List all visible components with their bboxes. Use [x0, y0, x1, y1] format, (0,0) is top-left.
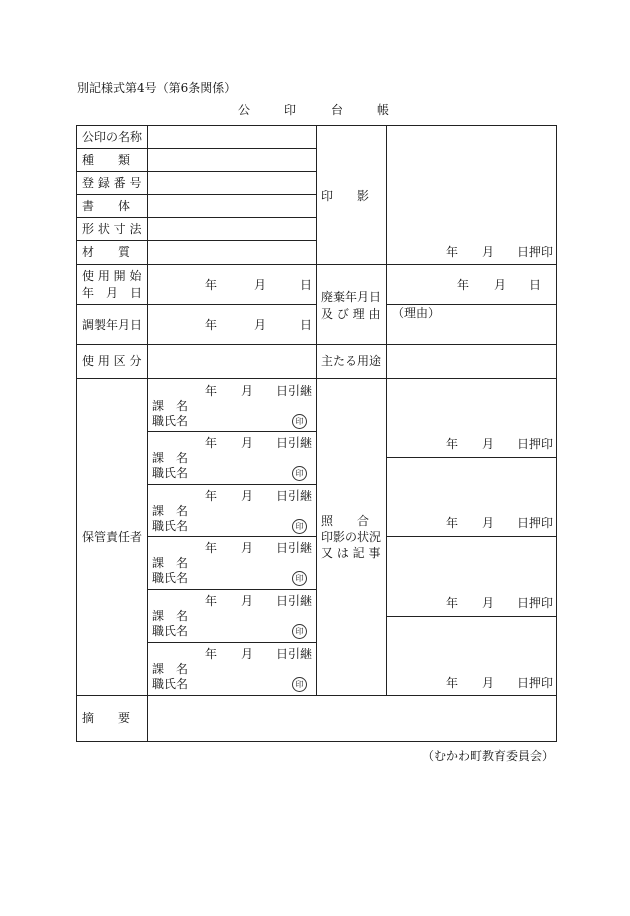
month-label: 月 — [254, 278, 267, 292]
reason-label: （理由） — [392, 306, 441, 320]
section-label: 課 名 — [152, 504, 189, 518]
year-label: 年 — [205, 489, 218, 503]
label-shape-size: 形 状 寸 法 — [82, 222, 142, 236]
seal-mark-icon: 印 — [292, 571, 307, 586]
label-registration-no: 登 録 番 号 — [82, 176, 142, 190]
year-label: 年 — [446, 516, 459, 530]
year-label: 年 — [446, 245, 459, 259]
section-label: 課 名 — [152, 609, 189, 623]
year-label: 年 — [446, 596, 459, 610]
month-label: 月 — [241, 436, 254, 450]
year-label: 年 — [205, 541, 218, 555]
stamp-day-label: 日押印 — [517, 676, 554, 690]
label-main-use: 主たる用途 — [321, 354, 382, 368]
handover-day-label: 日引継 — [276, 647, 313, 661]
year-label: 年 — [205, 594, 218, 608]
label-abolish-line1: 廃棄年月日 — [321, 290, 382, 304]
title-char-3: 台 — [331, 103, 344, 117]
seal-mark-icon: 印 — [292, 519, 307, 534]
label-font: 書 体 — [82, 199, 131, 213]
label-material: 材 質 — [82, 245, 131, 259]
person-label: 職氏名 — [152, 519, 189, 533]
label-check-line1: 照 合 — [321, 514, 370, 528]
year-label: 年 — [205, 436, 218, 450]
label-seal-name: 公印の名称 — [82, 130, 143, 144]
section-label: 課 名 — [152, 451, 189, 465]
section-label: 課 名 — [152, 556, 189, 570]
label-check-line2: 印影の状況 — [321, 530, 382, 544]
year-label: 年 — [457, 278, 470, 292]
title-char-4: 帳 — [377, 103, 390, 117]
day-label: 日 — [300, 318, 313, 332]
stamp-day-label: 日押印 — [517, 245, 554, 259]
section-label: 課 名 — [152, 662, 189, 676]
year-label: 年 — [205, 278, 218, 292]
label-made-date: 調製年月日 — [82, 318, 143, 332]
label-usage-class: 使 用 区 分 — [82, 354, 142, 368]
label-start-date-line1: 使 用 開 始 — [82, 269, 142, 283]
year-label: 年 — [446, 437, 459, 451]
month-label: 月 — [241, 647, 254, 661]
label-custodian: 保管責任者 — [82, 530, 143, 544]
label-abolish-line2: 及 び 理 由 — [321, 307, 381, 321]
handover-day-label: 日引継 — [276, 594, 313, 608]
seal-mark-icon: 印 — [292, 624, 307, 639]
seal-mark-icon: 印 — [292, 677, 307, 692]
label-remarks: 摘 要 — [82, 711, 131, 725]
month-label: 月 — [482, 245, 495, 259]
title-char-1: 公 — [238, 103, 251, 117]
month-label: 月 — [241, 541, 254, 555]
label-impression: 印 影 — [321, 189, 370, 203]
handover-day-label: 日引継 — [276, 436, 313, 450]
handover-day-label: 日引継 — [276, 384, 313, 398]
day-label: 日 — [300, 278, 313, 292]
handover-day-label: 日引継 — [276, 489, 313, 503]
section-label: 課 名 — [152, 399, 189, 413]
form-reference: 別記様式第4号（第6条関係） — [77, 81, 237, 95]
stamp-day-label: 日押印 — [517, 437, 554, 451]
month-label: 月 — [494, 278, 507, 292]
month-label: 月 — [482, 596, 495, 610]
seal-mark-icon: 印 — [292, 466, 307, 481]
label-check-line3: 又 は 記 事 — [321, 546, 381, 560]
person-label: 職氏名 — [152, 414, 189, 428]
label-start-date-line2: 年 月 日 — [82, 286, 143, 300]
month-label: 月 — [482, 437, 495, 451]
person-label: 職氏名 — [152, 571, 189, 585]
month-label: 月 — [254, 318, 267, 332]
issuer-footer: （むかわ町教育委員会） — [422, 749, 555, 763]
seal-mark-icon: 印 — [292, 414, 307, 429]
handover-day-label: 日引継 — [276, 541, 313, 555]
stamp-day-label: 日押印 — [517, 596, 554, 610]
month-label: 月 — [482, 516, 495, 530]
person-label: 職氏名 — [152, 624, 189, 638]
month-label: 月 — [241, 594, 254, 608]
year-label: 年 — [205, 318, 218, 332]
year-label: 年 — [205, 384, 218, 398]
title-char-2: 印 — [284, 103, 297, 117]
month-label: 月 — [482, 676, 495, 690]
stamp-day-label: 日押印 — [517, 516, 554, 530]
month-label: 月 — [241, 489, 254, 503]
person-label: 職氏名 — [152, 677, 189, 691]
person-label: 職氏名 — [152, 466, 189, 480]
month-label: 月 — [241, 384, 254, 398]
day-label: 日 — [529, 278, 542, 292]
label-type: 種 類 — [82, 153, 131, 167]
year-label: 年 — [446, 676, 459, 690]
year-label: 年 — [205, 647, 218, 661]
